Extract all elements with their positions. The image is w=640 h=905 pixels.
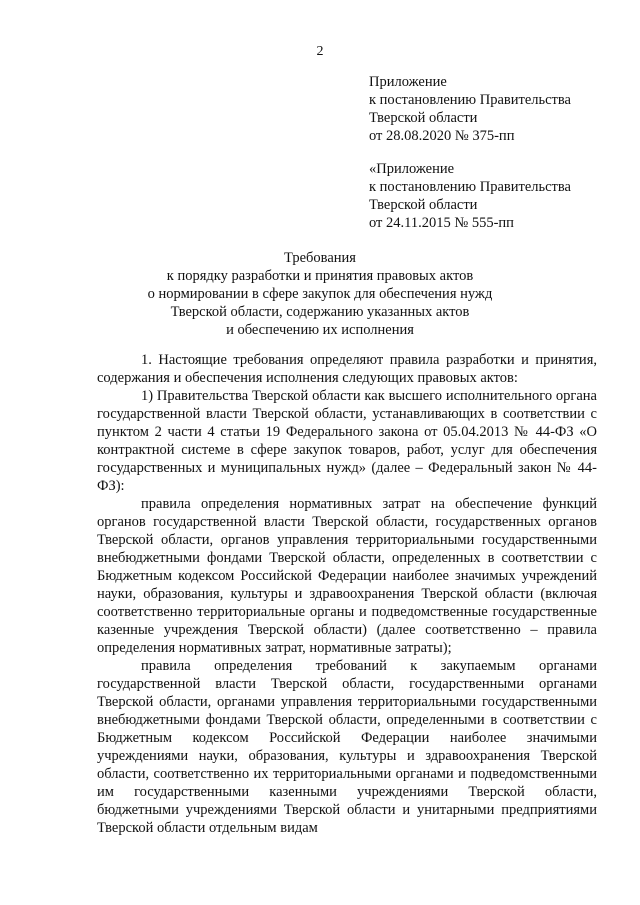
- attachment-line: к постановлению Правительства: [369, 92, 571, 108]
- title-line: и обеспечению их исполнения: [226, 322, 414, 338]
- title-line: Тверской области, содержанию указанных актов: [170, 304, 470, 320]
- attachment-line: Тверской области: [369, 197, 478, 213]
- attachment-block-current: [369, 73, 571, 145]
- title-line: о нормировании в сфере закупок для обеспечения нужд: [147, 286, 493, 302]
- document-body: [97, 351, 597, 837]
- paragraph: правила определения требований к закупаемым органами государственной власти Тверской области, государственными органами Тверской области, органами управления территориальными государственными внебюджетными фондами Тверской области, определенными в соответствии с Бюджетным кодексом Российской Федерации наиболее значимыми учреждениями науки, образования, культуры и здравоохранения Тверской области, соответственно их территориальными органами и подведомственными им государственными казенными учреждениями Тверской области, бюджетными учреждениями Тверской области и унитарными предприятиями Тверской области отдельным видам: [97, 658, 597, 836]
- attachment-block-original: [369, 160, 571, 232]
- page-number: 2: [316, 44, 324, 59]
- attachment-line: «Приложение: [369, 161, 455, 177]
- paragraph: 1) Правительства Тверской области как высшего исполнительного органа государственной власти Тверской области, устанавливающих в соответствии с пунктом 2 части 4 статьи 19 Федерального закона от 05.04.2013 № 44-ФЗ «О контрактной системе в сфере закупок товаров, работ, услуг для обеспечения государственных и муниципальных нужд» (далее – Федеральный закон № 44-ФЗ):: [97, 388, 597, 494]
- paragraph: правила определения нормативных затрат на обеспечение функций органов государственной власти Тверской области, государственных органов Тверской области, органов управления территориальными государственными внебюджетными фондами Тверской области, определенных в соответствии с Бюджетным кодексом Российской Федерации наиболее значимых учреждений науки, образования, культуры и здравоохранения Тверской области (включая соответственно территориальные органы и подведомственные государственные казенные учреждения Тверской области) (далее соответственно – правила определения нормативных затрат, нормативные затраты);: [97, 496, 597, 656]
- attachment-line: к постановлению Правительства: [369, 179, 571, 195]
- attachment-line: Приложение: [369, 74, 447, 90]
- attachment-date-line: от 24.11.2015 № 555-пп: [369, 215, 514, 231]
- title-line: к порядку разработки и принятия правовых актов: [166, 268, 474, 284]
- attachment-date-line: от 28.08.2020 № 375-пп: [369, 128, 515, 144]
- attachment-line: Тверской области: [369, 110, 478, 126]
- document-title: [0, 249, 640, 339]
- title-line: Требования: [284, 250, 356, 266]
- paragraph: 1. Настоящие требования определяют правила разработки и принятия, содержания и обеспечения исполнения следующих правовых актов:: [97, 352, 597, 386]
